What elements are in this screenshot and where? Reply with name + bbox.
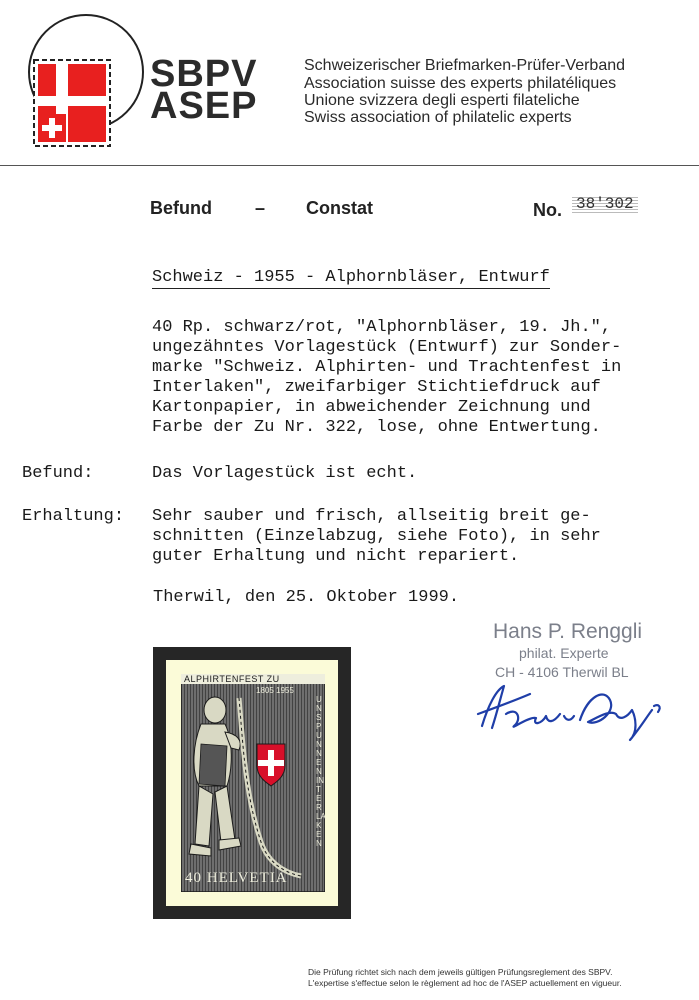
description-block: [152, 318, 621, 438]
place-date: Therwil, den 25. Oktober 1999.: [153, 588, 460, 607]
description-line: marke "Schweiz. Alphirten- und Trachtenfest in: [152, 358, 622, 377]
title-befund: Befund: [150, 198, 212, 218]
association-name-de: Schweizerischer Briefmarken-Prüfer-Verband: [304, 57, 626, 74]
expert-title: philat. Experte: [519, 645, 609, 661]
expert-name: Hans P. Renggli: [493, 620, 643, 643]
logo-sbpv-text: SBPV: [150, 53, 258, 95]
erhaltung-line: Sehr sauber und frisch, allseitig breit ge-: [152, 507, 591, 526]
stamp-side-text: UNSPUNNEN INTERLAKEN: [316, 695, 326, 848]
erhaltung-line: guter Erhaltung und nicht repariert.: [152, 547, 520, 566]
description-line: ungezähntes Vorlagestück (Entwurf) zur Sonder-: [152, 338, 622, 357]
befund-text: Das Vorlagestück ist echt.: [152, 464, 418, 483]
logo-asep-text: ASEP: [150, 85, 258, 127]
association-name-it: Unione svizzera degli esperti filateliche: [304, 92, 580, 109]
certificate-number: 38'302: [572, 195, 638, 213]
expert-location: CH - 4106 Therwil BL: [495, 664, 629, 680]
description-line: Farbe der Zu Nr. 322, lose, ohne Entwertung.: [152, 418, 601, 437]
stamp-value-text: 40 HELVETIA: [185, 870, 288, 886]
title-dash: –: [255, 198, 266, 218]
erhaltung-label: Erhaltung:: [22, 507, 125, 526]
association-name-en: Swiss association of philatelic experts: [304, 109, 572, 126]
certificate-subject: Schweiz - 1955 - Alphornbläser, Entwurf: [152, 268, 550, 287]
description-line: Kartonpapier, in abweichender Zeichnung und: [152, 398, 591, 417]
befund-label: Befund:: [22, 464, 94, 483]
erhaltung-line: schnitten (Einzelabzug, siehe Foto), in sehr: [152, 527, 601, 546]
erhaltung-block: [152, 507, 601, 567]
footer-line-de: Die Prüfung richtet sich nach dem jeweils gültigen Prüfungsreglement des SBPV.: [308, 967, 613, 977]
alphorn-player-stamp-image: [181, 674, 325, 892]
swiss-cross-stamp-logo-icon: [30, 56, 114, 150]
certificate-number-label: No.: [533, 200, 562, 220]
header: [0, 0, 699, 165]
description-line: 40 Rp. schwarz/rot, "Alphornbläser, 19. Jh.",: [152, 318, 612, 337]
header-divider: [0, 165, 699, 166]
association-name-fr: Association suisse des experts philatéliques: [304, 75, 617, 92]
description-line: Interlaken", zweifarbiger Stichtiefdruck auf: [152, 378, 601, 397]
stamp-top-text: ALPHIRTENFEST ZU: [184, 674, 280, 684]
footer-line-fr: L'expertise s'effectue selon le règlement ad hoc de l'ASEP actuellement en vigueur.: [308, 978, 622, 988]
handwritten-signature: [470, 676, 670, 746]
title-constat: Constat: [306, 198, 373, 218]
stamp-years: 1805 1955: [256, 686, 294, 695]
